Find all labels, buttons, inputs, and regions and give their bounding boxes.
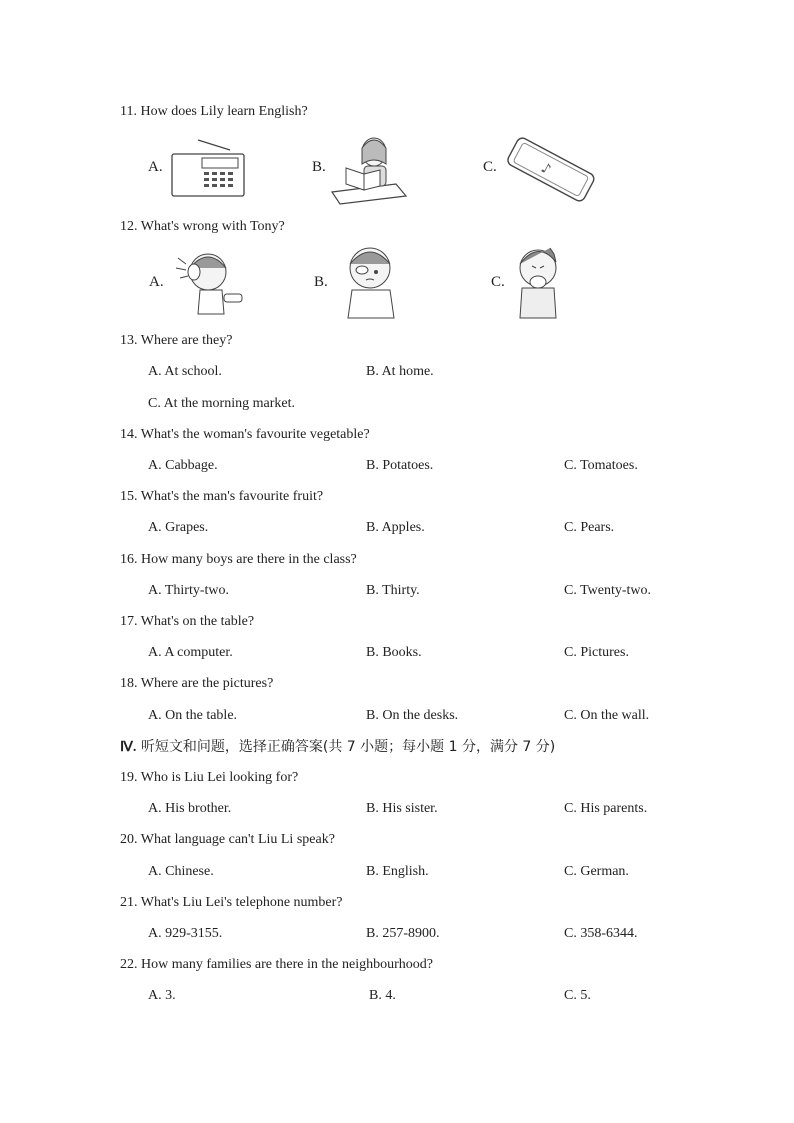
option-b[interactable]: B. His sister. bbox=[366, 801, 438, 816]
option-b[interactable]: B. 257-8900. bbox=[366, 926, 440, 941]
question-text: What's wrong with Tony? bbox=[140, 219, 285, 234]
radio-icon[interactable] bbox=[168, 138, 248, 198]
question-number: 19. bbox=[120, 770, 138, 785]
option-a[interactable]: A. Thirty-two. bbox=[148, 583, 230, 598]
question-13 bbox=[120, 333, 232, 349]
question-text: Where are the pictures? bbox=[140, 676, 274, 691]
question-text: How many families are there in the neighbourhood? bbox=[141, 957, 433, 972]
option-c[interactable]: C. At the morning market. bbox=[148, 396, 295, 411]
option-b[interactable]: B. 4. bbox=[369, 988, 396, 1003]
option-a[interactable]: A. 929-3155. bbox=[148, 926, 223, 941]
option-c[interactable]: C. Tomatoes. bbox=[564, 458, 638, 473]
question-number: 15. bbox=[120, 489, 138, 504]
option-a[interactable]: A. A computer. bbox=[148, 645, 233, 660]
question-number: 16. bbox=[120, 552, 138, 567]
option-a[interactable]: A. His brother. bbox=[148, 801, 232, 816]
option-c[interactable]: C. 5. bbox=[564, 988, 591, 1003]
boy-headache-icon[interactable] bbox=[172, 246, 252, 316]
option-label-b[interactable]: B. bbox=[314, 274, 328, 290]
question-number: 22. bbox=[120, 957, 138, 972]
option-c[interactable]: C. 358-6344. bbox=[564, 926, 638, 941]
question-number: 11. bbox=[120, 104, 137, 119]
option-label-a[interactable]: A. bbox=[149, 274, 164, 290]
question-number: 20. bbox=[120, 832, 138, 847]
question-14 bbox=[120, 427, 370, 443]
option-a[interactable]: A. Grapes. bbox=[148, 520, 209, 535]
option-a[interactable]: A. On the table. bbox=[148, 708, 238, 723]
question-18 bbox=[120, 676, 273, 692]
section-instructions: 听短文和问题，选择正确答案(共 7 小题；每小题 1 分，满分 7 分) bbox=[140, 739, 556, 755]
boy-coughing-icon[interactable] bbox=[510, 244, 566, 320]
mobile-phone-icon[interactable] bbox=[502, 136, 598, 202]
question-text: How does Lily learn English? bbox=[140, 104, 308, 119]
question-number: 12. bbox=[120, 219, 138, 234]
option-b[interactable]: B. At home. bbox=[366, 364, 434, 379]
question-text: Where are they? bbox=[140, 333, 233, 348]
option-c[interactable]: C. Pears. bbox=[564, 520, 615, 535]
option-b[interactable]: B. On the desks. bbox=[366, 708, 459, 723]
question-11 bbox=[120, 104, 308, 120]
option-b[interactable]: B. English. bbox=[366, 864, 429, 879]
option-a[interactable]: A. At school. bbox=[148, 364, 222, 379]
option-b[interactable]: B. Books. bbox=[366, 645, 422, 660]
question-text: What's the woman's favourite vegetable? bbox=[140, 427, 370, 442]
question-text: Who is Liu Lei looking for? bbox=[140, 770, 299, 785]
question-text: What language can't Liu Li speak? bbox=[140, 832, 335, 847]
option-label-a[interactable]: A. bbox=[148, 159, 163, 175]
option-c[interactable]: C. German. bbox=[564, 864, 629, 879]
question-text: What's on the table? bbox=[140, 614, 255, 629]
section-numeral: Ⅳ. bbox=[120, 740, 137, 755]
option-label-c[interactable]: C. bbox=[483, 159, 497, 175]
question-number: 13. bbox=[120, 333, 138, 348]
option-a[interactable]: A. Cabbage. bbox=[148, 458, 218, 473]
option-b[interactable]: B. Potatoes. bbox=[366, 458, 434, 473]
option-label-c[interactable]: C. bbox=[491, 274, 505, 290]
option-b[interactable]: B. Thirty. bbox=[366, 583, 420, 598]
question-text: What's the man's favourite fruit? bbox=[140, 489, 324, 504]
option-c[interactable]: C. On the wall. bbox=[564, 708, 650, 723]
boy-rubbing-eye-icon[interactable] bbox=[336, 244, 406, 320]
question-number: 18. bbox=[120, 676, 138, 691]
option-c[interactable]: C. Pictures. bbox=[564, 645, 629, 660]
option-c[interactable]: C. His parents. bbox=[564, 801, 648, 816]
question-19 bbox=[120, 770, 298, 786]
option-a[interactable]: A. Chinese. bbox=[148, 864, 214, 879]
option-c[interactable]: C. Twenty-two. bbox=[564, 583, 652, 598]
question-number: 14. bbox=[120, 427, 138, 442]
question-text: How many boys are there in the class? bbox=[141, 552, 357, 567]
question-20 bbox=[120, 832, 335, 848]
option-label-b[interactable]: B. bbox=[312, 159, 326, 175]
question-22 bbox=[120, 957, 433, 973]
svg-text:♪: ♪ bbox=[538, 159, 554, 179]
option-a[interactable]: A. 3. bbox=[148, 988, 176, 1003]
question-12 bbox=[120, 219, 285, 235]
question-21 bbox=[120, 895, 343, 911]
girl-reading-book-icon[interactable] bbox=[328, 134, 408, 206]
question-number: 21. bbox=[120, 895, 138, 910]
option-b[interactable]: B. Apples. bbox=[366, 520, 425, 535]
question-15 bbox=[120, 489, 323, 505]
question-17 bbox=[120, 614, 254, 630]
question-16 bbox=[120, 552, 357, 568]
question-text: What's Liu Lei's telephone number? bbox=[140, 895, 343, 910]
question-number: 17. bbox=[120, 614, 138, 629]
section-heading bbox=[120, 739, 555, 756]
